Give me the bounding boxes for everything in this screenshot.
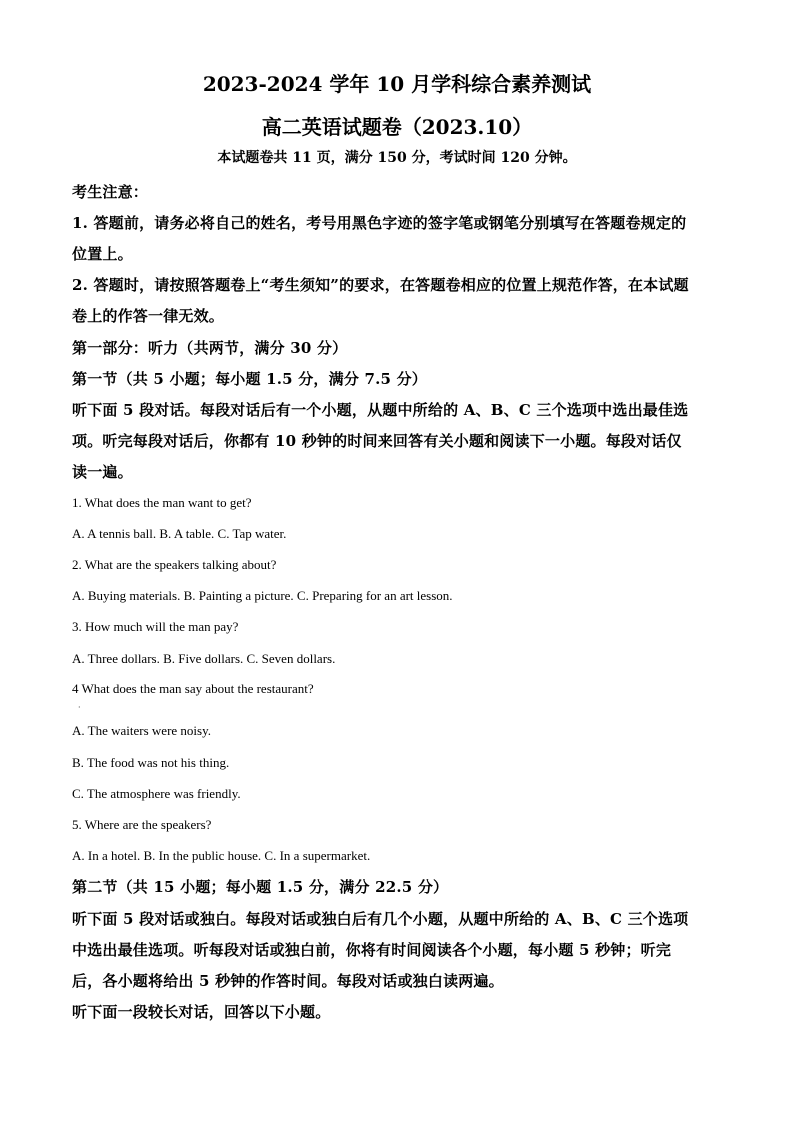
notice-item-1-line-1: 1. 答题前，请务必将自己的姓名，考号用黑色字迹的签字笔或钢笔分别填写在答题卷规定的	[72, 214, 687, 232]
section2-instruction-line-1: 听下面 5 段对话或独白。每段对话或独白后有几个小题，从题中所给的 A、B、C 三个选项	[72, 910, 689, 928]
section2-instruction-line-4: 听下面一段较长对话，回答以下小题。	[72, 1003, 331, 1021]
exam-subtitle: 高二英语试题卷（2023.10）	[261, 115, 533, 139]
notice-heading: 考生注意：	[72, 183, 149, 201]
question-4: 4 What does the man say about the restaurant?	[72, 681, 314, 696]
notice-item-1-line-2: 位置上。	[72, 245, 133, 263]
question-5-options: A. In a hotel. B. In the public house. C. In a supermarket.	[72, 848, 371, 863]
question-1-options: A. A tennis ball. B. A table. C. Tap water.	[72, 526, 287, 541]
part1-heading: 第一部分：听力（共两节，满分 30 分）	[72, 339, 348, 357]
question-3-options: A. Three dollars. B. Five dollars. C. Seven dollars.	[72, 651, 336, 666]
question-4-option-c: C. The atmosphere was friendly.	[72, 786, 241, 801]
notice-item-2-line-2: 卷上的作答一律无效。	[72, 307, 225, 325]
section2-instruction-line-3: 后，各小题将给出 5 秒钟的作答时间。每段对话或独白读两遍。	[72, 972, 504, 990]
question-3: 3. How much will the man pay?	[72, 619, 239, 634]
question-4-option-b: B. The food was not his thing.	[72, 755, 230, 770]
section1-heading: 第一节（共 5 小题；每小题 1.5 分，满分 7.5 分）	[72, 370, 427, 388]
section1-instruction-line-1: 听下面 5 段对话。每段对话后有一个小题，从题中所给的 A、B、C 三个选项中选出最佳选	[72, 401, 689, 419]
section2-instruction-line-2: 中选出最佳选项。听每段对话或独白前，你将有时间阅读各个小题，每小题 5 秒钟；听完	[72, 941, 672, 959]
stray-dot: ·	[78, 703, 81, 712]
section2-heading: 第二节（共 15 小题；每小题 1.5 分，满分 22.5 分）	[72, 878, 449, 896]
section1-instruction-line-2: 项。听完每段对话后，你都有 10 秒钟的时间来回答有关小题和阅读下一小题。每段对话仅	[72, 432, 682, 450]
exam-info: 本试题卷共 11 页，满分 150 分，考试时间 120 分钟。	[217, 150, 577, 166]
section1-instruction-line-3: 读一遍。	[72, 463, 133, 481]
question-4-option-a: A. The waiters were noisy.	[72, 723, 211, 738]
question-5: 5. Where are the speakers?	[72, 817, 212, 832]
question-1: 1. What does the man want to get?	[72, 495, 252, 510]
notice-item-2-line-1: 2. 答题时，请按照答题卷上“考生须知”的要求，在答题卷相应的位置上规范作答，在本试题	[72, 276, 689, 294]
question-2-options: A. Buying materials. B. Painting a picture. C. Preparing for an art lesson.	[72, 588, 453, 603]
question-2: 2. What are the speakers talking about?	[72, 557, 277, 572]
exam-title: 2023-2024 学年 10 月学科综合素养测试	[202, 72, 592, 96]
